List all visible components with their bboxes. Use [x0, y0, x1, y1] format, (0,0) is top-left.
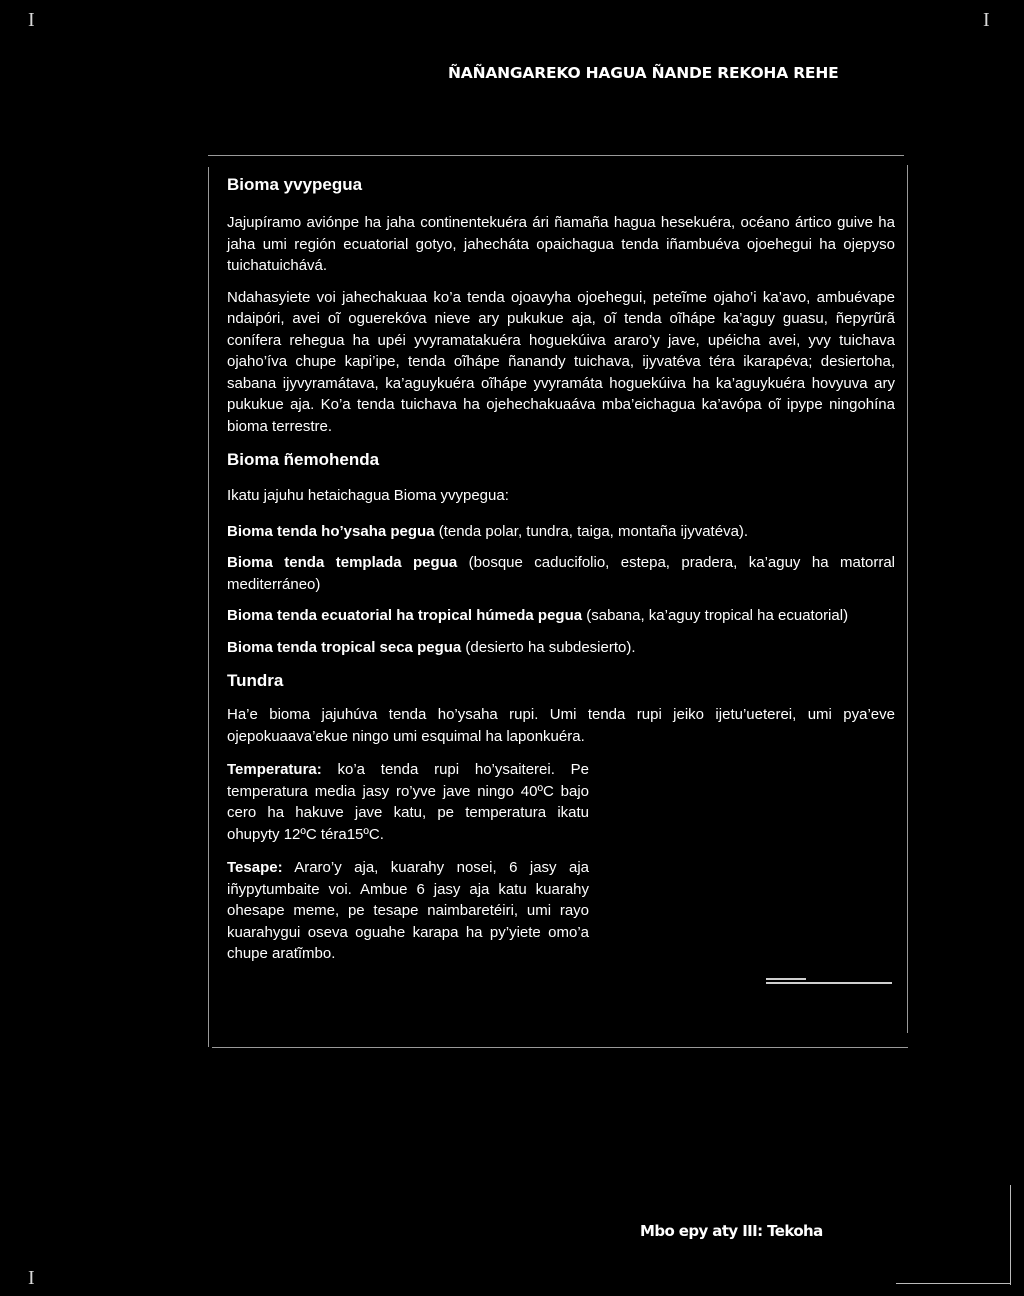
biome-item-text: (tenda polar, tundra, taiga, montaña ijyvatéva). — [434, 522, 749, 540]
paragraph-nemohenda-intro: Ikatu jajuhu hetaichagua Bioma yvypegua: — [227, 487, 509, 504]
crop-mark-top-left: I — [28, 9, 35, 31]
crop-mark-bottom-left: I — [28, 1267, 35, 1289]
running-head: ÑAÑANGAREKO HAGUA ÑANDE REKOHA REHE — [448, 64, 839, 82]
biome-item-label: Bioma tenda ho’ysaha pegua — [227, 522, 435, 540]
tesape-text: Araro’y aja, kuarahy nosei, 6 jasy aja iñypytumbaite voi. Ambue 6 jasy aja katu kuarahy ohesape meme, pe tesape naimbaretéiri, umi rayo kuarahygui oseva oguahe karapa ha py’yiete omo’a chupe aratĩmbo. — [227, 859, 589, 962]
frame-left-rule — [208, 167, 209, 1047]
heading-bioma-nemohenda: Bioma ñemohenda — [227, 450, 380, 469]
footer-corner-vertical — [1010, 1185, 1011, 1285]
heading-bioma-yvypegua: Bioma yvypegua — [227, 175, 363, 194]
biome-item-text: (sabana, ka’aguy tropical ha ecuatorial) — [582, 607, 849, 624]
decorative-rule — [766, 982, 892, 984]
biome-item-text: (desierto ha subdesierto). — [461, 638, 636, 656]
tesape-label: Tesape: — [227, 859, 283, 876]
frame-top-rule — [208, 155, 904, 156]
heading-tundra: Tundra — [227, 671, 284, 690]
paragraph-yvypegua-2: Ndahasyiete voi jahechakuaa ko’a tenda ojoavyha ojoehegui, peteĩme ojaho’i ka’avo, ambuévape ndaipóri, avei oĩ oguerekóva nieve ary pukukue aja, oĩ tenda oĩhápe ka’aguy guasu, ñepyrũrã conífera rehegua ha upéi yvyramatakuéra hoguekúiva araro’y jave, upéicha avei, yvy tuichava ojaho’íva chupe kapi’ipe, tenda oĩhápe ñanandy tuichava, ijyvatéva téra ikarapéva; desiertoha, sabana ijyvyramátava, ka’aguykuéra oĩhápe yvyramáta hoguekúiva ha ka’aguykuéra hovyuva ary pukukue aja. Ko’a tenda tuichava ha ojehechakuaáva mba’eichagua ka’avópa oĩ ipype ningohína bioma terrestre. — [227, 288, 895, 435]
footer-label: Mbo epy aty III: Tekoha — [640, 1222, 823, 1240]
crop-mark-top-right: I — [983, 9, 990, 31]
biome-item-label: Bioma tenda tropical seca pegua — [227, 638, 462, 656]
biome-item-label: Bioma tenda ecuatorial ha tropical húmeda pegua — [227, 607, 583, 624]
frame-bottom-rule — [212, 1047, 908, 1048]
paragraph-tundra-1: Ha’e bioma jajuhúva tenda ho’ysaha rupi. Umi tenda rupi jeiko ijetu’ueterei, umi pya’eve ojepokuaava’ekue ningo umi esquimal ha laponkuéra. — [227, 706, 895, 745]
temperatura-text: ko’a tenda rupi ho’ysaiterei. Pe temperatura media jasy ro’yve jave ningo 40ºC bajo cero ha hakuve jave katu, pe temperatura ikatu ohupyty 12ºC téra15ºC. — [227, 761, 589, 843]
biome-item-cold — [227, 521, 895, 543]
biome-item-label: Bioma tenda templada pegua — [227, 554, 458, 571]
paragraph-yvypegua-1: Jajupíramo aviónpe ha jaha continentekuéra ári ñamaña hagua hesekuéra, océano ártico guive ha jaha umi región ecuatorial gotyo, jahecháta opaichagua tenda iñambuéva ojoehegui ha ojepyso tuichatuichává. — [227, 214, 895, 274]
biome-item-tropical-dry — [227, 637, 895, 659]
biome-item-tropical-humid — [227, 605, 895, 627]
temperatura-label: Temperatura: — [227, 761, 322, 778]
frame-right-rule — [907, 165, 908, 1033]
biome-item-text: (bosque caducifolio, estepa, pradera, ka’aguy ha matorral mediterráneo) — [227, 554, 896, 593]
biome-item-temperate — [227, 552, 895, 595]
article-body — [227, 172, 895, 975]
decorative-rule-short — [766, 978, 806, 980]
footer-corner-horizontal — [896, 1283, 1010, 1284]
paragraph-temperatura — [227, 759, 589, 845]
paragraph-tesape — [227, 857, 589, 965]
